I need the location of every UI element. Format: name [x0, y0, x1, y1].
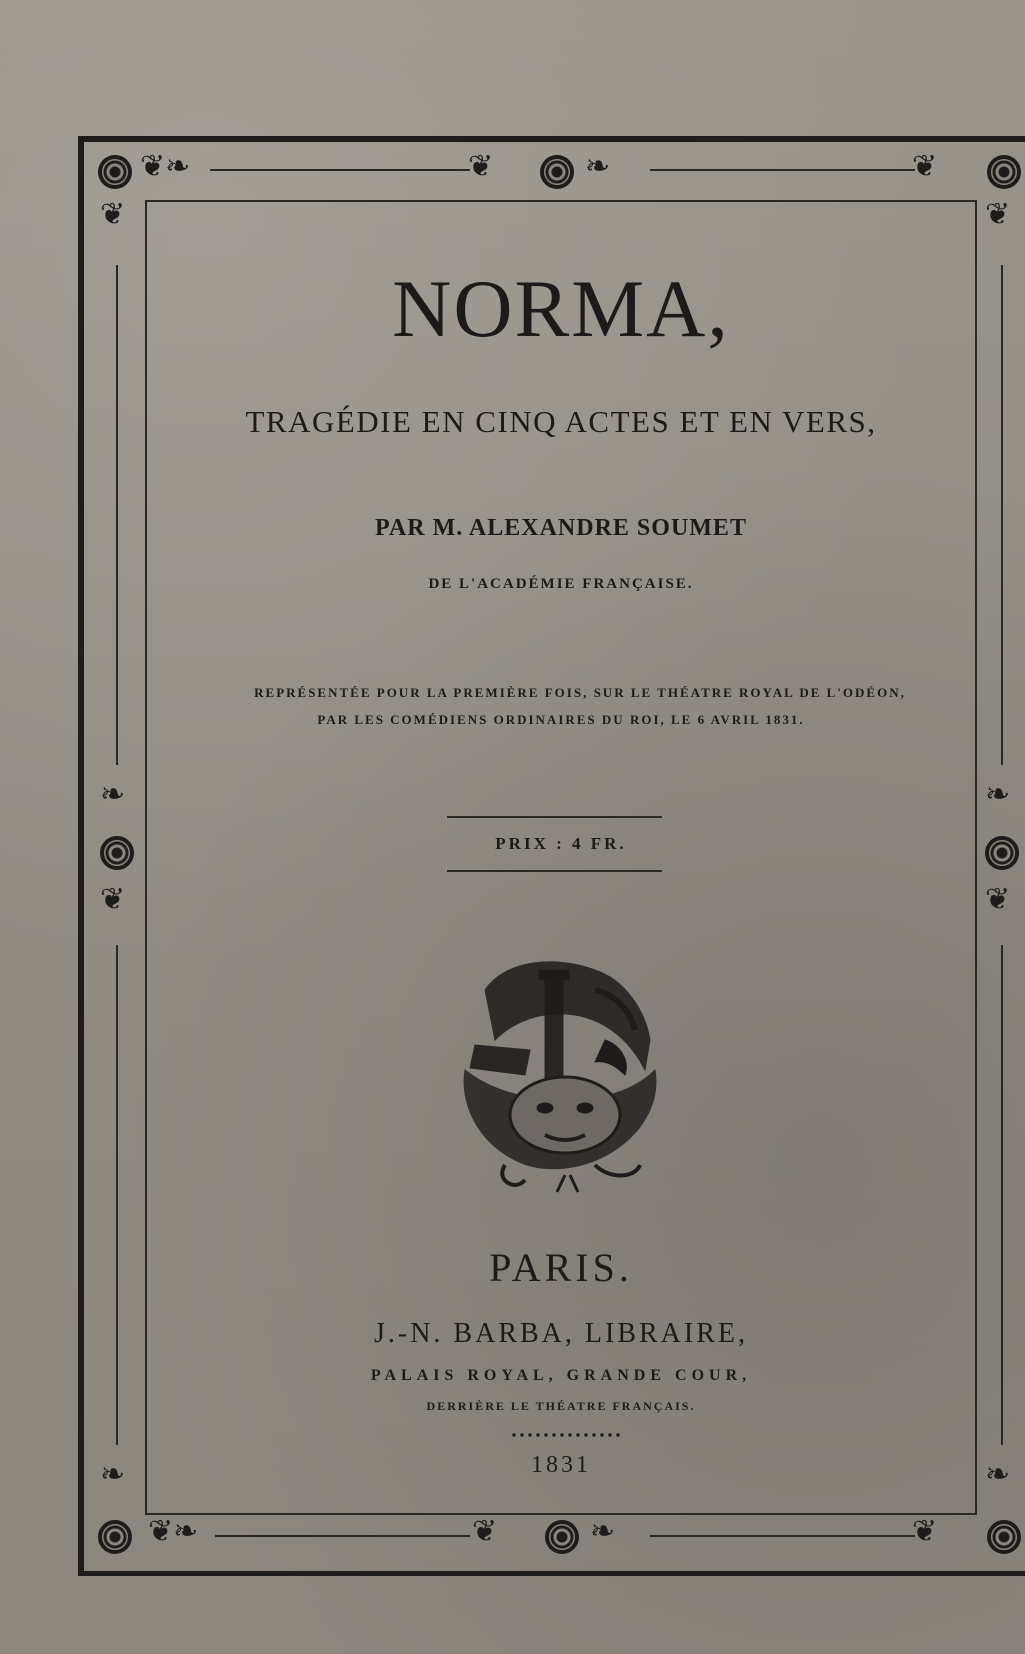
rosette-icon	[98, 155, 132, 189]
leaf-ornament-icon: ❧	[985, 777, 1011, 812]
leaf-ornament-icon: ❦	[985, 882, 1011, 917]
right-rule	[1001, 945, 1003, 1445]
dotted-divider	[510, 1432, 620, 1438]
leaf-ornament-icon: ❧	[585, 149, 611, 184]
performance-note-line2: PAR LES COMÉDIENS ORDINAIRES DU ROI, LE 6 AVRIL 1831.	[317, 712, 805, 727]
publication-year: 1831	[531, 1452, 591, 1478]
leaf-ornament-icon: ❦	[472, 1514, 498, 1549]
leaf-ornament-icon: ❦	[985, 197, 1011, 232]
top-rule	[210, 169, 470, 171]
author-affiliation: DE L'ACADÉMIE FRANÇAISE.	[428, 576, 694, 592]
rosette-icon	[100, 836, 134, 870]
rosette-icon	[540, 155, 574, 189]
publisher-name: J.-N. BARBA, LIBRAIRE,	[373, 1318, 748, 1349]
leaf-ornament-icon: ❦	[100, 882, 126, 917]
rosette-icon	[98, 1520, 132, 1554]
book-title: NORMA,	[392, 263, 730, 354]
left-rule	[116, 265, 118, 765]
publication-city: PARIS.	[489, 1245, 633, 1290]
leaf-ornament-icon: ❦❧	[140, 149, 191, 184]
price-label: PRIX : 4 FR.	[495, 834, 627, 853]
bottom-rule	[650, 1535, 915, 1537]
leaf-ornament-icon: ❦	[912, 1514, 938, 1549]
publisher-address-detail: DERRIÈRE LE THÉATRE FRANÇAIS.	[426, 1399, 696, 1413]
rosette-icon	[985, 836, 1019, 870]
leaf-ornament-icon: ❧	[100, 1457, 126, 1492]
leaf-ornament-icon: ❧	[590, 1514, 616, 1549]
rosette-icon	[987, 155, 1021, 189]
bottom-rule	[215, 1535, 470, 1537]
rosette-icon	[987, 1520, 1021, 1554]
top-rule	[650, 169, 915, 171]
leaf-ornament-icon: ❧	[100, 777, 126, 812]
leaf-ornament-icon: ❦	[100, 197, 126, 232]
theatrical-masks-vignette-icon	[445, 950, 670, 1195]
book-subtitle: TRAGÉDIE EN CINQ ACTES ET EN VERS,	[245, 404, 877, 439]
performance-note-line1: REPRÉSENTÉE POUR LA PREMIÈRE FOIS, SUR LE THÉATRE ROYAL DE L'ODÉON,	[254, 685, 906, 700]
leaf-ornament-icon: ❦	[912, 149, 938, 184]
rosette-icon	[545, 1520, 579, 1554]
author-line: PAR M. ALEXANDRE SOUMET	[375, 515, 747, 541]
publisher-address: PALAIS ROYAL, GRANDE COUR,	[370, 1367, 752, 1384]
leaf-ornament-icon: ❦❧	[148, 1514, 199, 1549]
leaf-ornament-icon: ❦	[468, 149, 494, 184]
left-rule	[116, 945, 118, 1445]
leaf-ornament-icon: ❧	[985, 1457, 1011, 1492]
